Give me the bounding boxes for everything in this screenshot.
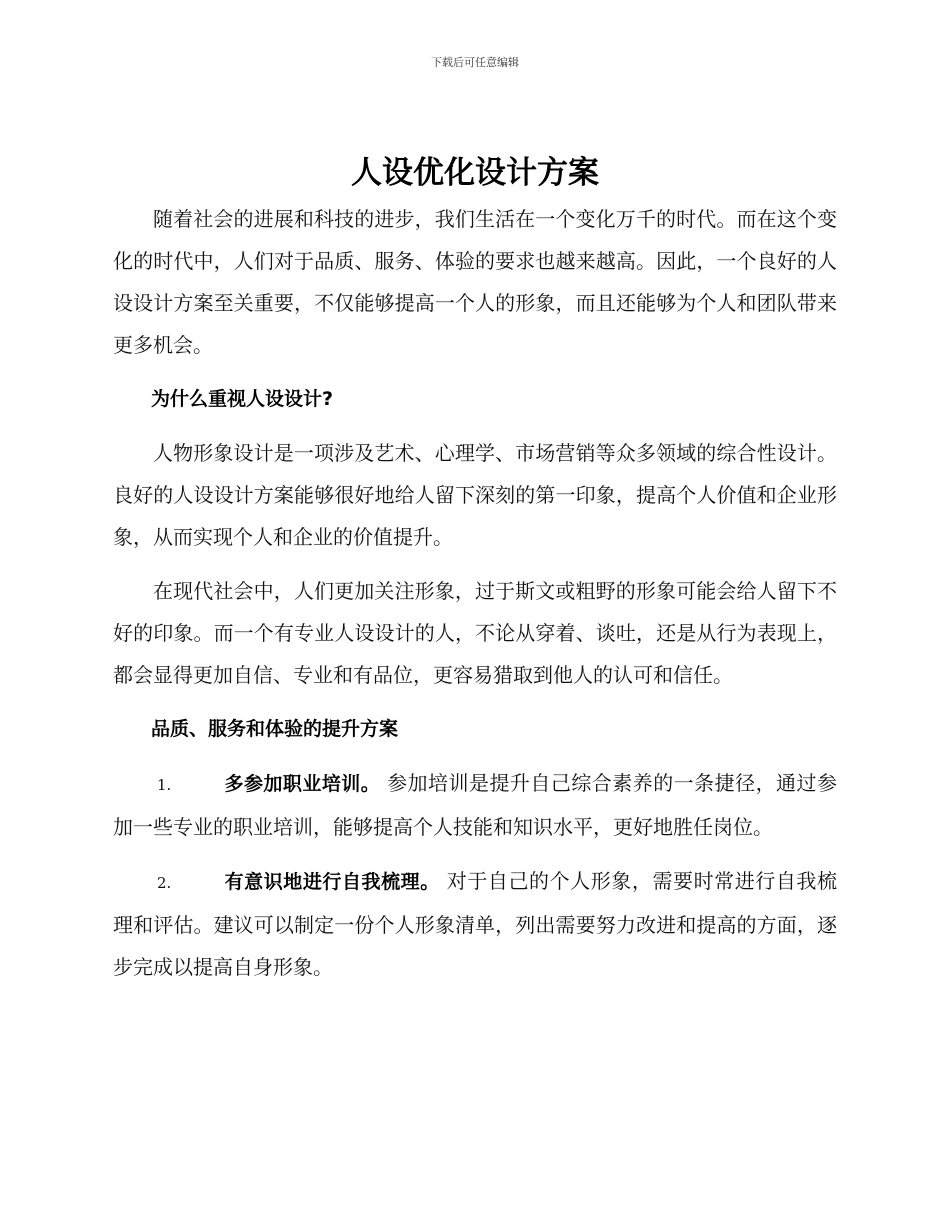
spacer (113, 750, 837, 762)
spacer (113, 366, 837, 378)
header-note: 下载后可任意编辑 (431, 56, 519, 69)
spacer (113, 420, 837, 432)
spacer (113, 848, 837, 860)
section-heading-improvement: 品质、服务和体验的提升方案 (151, 718, 399, 740)
list-item (113, 860, 837, 988)
list-item-number: 1. (157, 776, 172, 794)
section1-paragraph-1: 人物形象设计是一项涉及艺术、心理学、市场营销等众多领域的综合性设计。良好的人设设计方案能够很好地给人留下深刻的第一印象，提高个人价值和企业形象，从而实现个人和企业的价值提升。 (113, 441, 837, 549)
section-heading-why: 为什么重视人设设计? (151, 388, 334, 410)
list-item-lead: 多参加职业培训。 (224, 773, 381, 795)
list-item (113, 762, 837, 848)
list-item-lead: 有意识地进行自我梳理。 (224, 871, 440, 893)
intro-paragraph: 随着社会的进展和科技的进步，我们生活在一个变化万千的时代。而在这个变化的时代中，人们对于品质、服务、体验的要求也越来越高。因此，一个良好的人设设计方案至关重要，不仅能够提高一个人的形象，而且还能够为个人和团队带来更多机会。 (113, 207, 837, 357)
list-item-text: 对于自己的个人形象，需要时常进行自我梳理和评估。建议可以制定一份个人形象清单，列出需要努力改进和提高的方面，逐步完成以提高自身形象。 (113, 869, 837, 979)
section1-paragraph-2: 在现代社会中，人们更加关注形象，过于斯文或粗野的形象可能会给人留下不好的印象。而一个有专业人设设计的人，不论从穿着、谈吐，还是从行为表现上，都会显得更加自信、专业和有品位，更容易猎取到他人的认可和信任。 (113, 579, 837, 687)
spacer (113, 696, 837, 708)
list-item-text: 参加培训是提升自己综合素养的一条捷径，通过参加一些专业的职业培训，能够提高个人技能和知识水平，更好地胜任岗位。 (113, 771, 837, 839)
spacer (113, 558, 837, 570)
document-title: 人设优化设计方案 (351, 155, 599, 191)
document-body (113, 148, 837, 988)
list-item-number: 2. (157, 874, 172, 892)
